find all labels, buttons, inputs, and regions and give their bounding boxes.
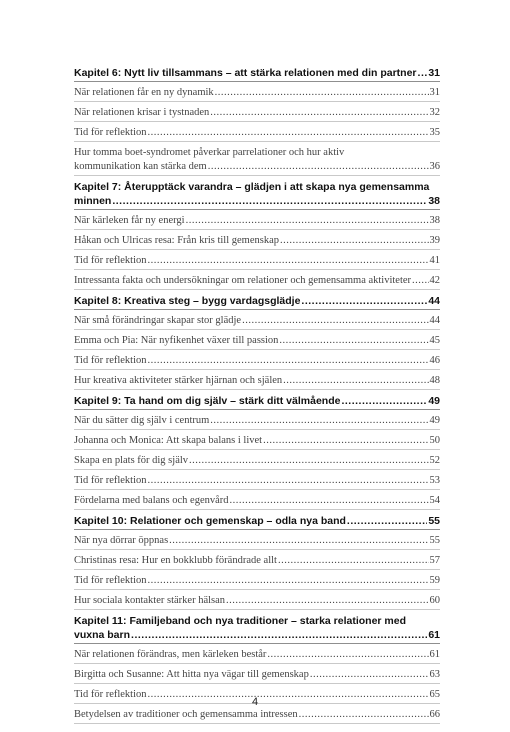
- toc-entry-title: vuxna barn: [74, 629, 131, 641]
- dot-leader: [131, 628, 427, 642]
- toc-section-entry[interactable]: [74, 142, 440, 176]
- toc-entry-title-line1: Kapitel 7: Återupptäck varandra – glädjen i att skapa nya gemensamma: [74, 181, 430, 193]
- toc-entry-page: 65: [429, 689, 440, 700]
- toc-entry-page: 53: [429, 475, 440, 486]
- toc-entry-page: 46: [429, 355, 440, 366]
- toc-entry-page: 61: [429, 649, 440, 660]
- toc-section-entry[interactable]: [74, 644, 440, 664]
- toc-entry-page: 31: [429, 87, 440, 98]
- toc-entry-title: Tid för reflektion: [74, 255, 147, 266]
- toc-section-entry[interactable]: [74, 550, 440, 570]
- toc-entry-title: När du sätter dig själv i centrum: [74, 415, 210, 426]
- dot-leader: [226, 594, 428, 608]
- toc-entry-title: Johanna och Monica: Att skapa balans i livet: [74, 435, 263, 446]
- toc-entry-title: Kapitel 10: Relationer och gemenskap – odla nya band: [74, 515, 346, 527]
- toc-entry-page: 49: [429, 415, 440, 426]
- toc-entry-page: 61: [428, 629, 440, 641]
- dot-leader: [263, 434, 428, 448]
- toc-entry-title: Tid för reflektion: [74, 575, 147, 586]
- toc-entry-page: 59: [429, 575, 440, 586]
- dot-leader: [279, 334, 428, 348]
- toc-entry-page: 38: [429, 215, 440, 226]
- toc-entry-title: När relationen krisar i tystnaden: [74, 107, 210, 118]
- toc-section-entry[interactable]: [74, 430, 440, 450]
- dot-leader: [412, 274, 428, 288]
- toc-section-entry[interactable]: [74, 490, 440, 510]
- dot-leader: [230, 494, 429, 508]
- toc-entry-title: Intressanta fakta och undersökningar om relationer och gemensamma aktiviteter: [74, 275, 412, 286]
- dot-leader: [148, 126, 429, 140]
- toc-section-entry[interactable]: [74, 210, 440, 230]
- toc-entry-title: Kapitel 6: Nytt liv tillsammans – att stärka relationen med din partner: [74, 67, 417, 79]
- toc-entry-page: 44: [429, 315, 440, 326]
- toc-section-entry[interactable]: [74, 310, 440, 330]
- toc-entry-title: Håkan och Ulricas resa: Från kris till gemenskap: [74, 235, 279, 246]
- toc-entry-page: 54: [429, 495, 440, 506]
- toc-section-entry[interactable]: [74, 230, 440, 250]
- dot-leader: [148, 354, 429, 368]
- dot-leader: [210, 106, 428, 120]
- toc-entry-title: Emma och Pia: När nyfikenhet växer till passion: [74, 335, 279, 346]
- toc-entry-title: När relationen får en ny dynamik: [74, 87, 214, 98]
- dot-leader: [169, 534, 428, 548]
- toc-section-entry[interactable]: [74, 122, 440, 142]
- toc-entry-page: 39: [429, 235, 440, 246]
- toc-entry-title: När kärleken får ny energi: [74, 215, 185, 226]
- toc-entry-page: 52: [429, 455, 440, 466]
- toc-entry-title-line1: Kapitel 11: Familjeband och nya traditioner – starka relationer med: [74, 615, 407, 627]
- toc-entry-page: 31: [428, 67, 440, 79]
- toc-section-entry[interactable]: [74, 530, 440, 550]
- toc-entry-page: 41: [429, 255, 440, 266]
- toc-entry-title: Kapitel 8: Kreativa steg – bygg vardagsglädje: [74, 295, 301, 307]
- toc-section-entry[interactable]: [74, 664, 440, 684]
- dot-leader: [210, 414, 428, 428]
- toc-entry-page: 35: [429, 127, 440, 138]
- dot-leader: [278, 554, 429, 568]
- table-of-contents: [74, 62, 440, 724]
- toc-chapter-entry[interactable]: [74, 290, 440, 310]
- toc-entry-page: 49: [428, 395, 440, 407]
- dot-leader: [242, 314, 428, 328]
- toc-entry-page: 38: [428, 195, 440, 207]
- toc-entry-page: 45: [429, 335, 440, 346]
- toc-section-entry[interactable]: [74, 590, 440, 610]
- toc-entry-title: Kapitel 9: Ta hand om dig själv – stärk ditt välmående: [74, 395, 341, 407]
- toc-section-entry[interactable]: [74, 570, 440, 590]
- dot-leader: [418, 66, 428, 80]
- toc-entry-page: 42: [429, 275, 440, 286]
- page-number: 4: [251, 696, 259, 708]
- toc-entry-title-line1: Hur tomma boet-syndromet påverkar parrelationer och hur aktiv: [74, 147, 345, 158]
- dot-leader: [347, 514, 427, 528]
- toc-section-entry[interactable]: [74, 250, 440, 270]
- toc-entry-page: 63: [429, 669, 440, 680]
- dot-leader: [283, 374, 428, 388]
- dot-leader: [148, 254, 429, 268]
- toc-entry-page: 36: [429, 161, 440, 172]
- toc-entry-title: Skapa en plats för dig själv: [74, 455, 189, 466]
- dot-leader: [301, 294, 427, 308]
- dot-leader: [112, 194, 427, 208]
- toc-section-entry[interactable]: [74, 350, 440, 370]
- toc-section-entry[interactable]: [74, 370, 440, 390]
- toc-entry-title: Hur sociala kontakter stärker hälsan: [74, 595, 226, 606]
- toc-entry-page: 55: [429, 535, 440, 546]
- dot-leader: [208, 160, 429, 174]
- dot-leader: [186, 214, 429, 228]
- toc-section-entry[interactable]: [74, 410, 440, 430]
- toc-entry-title: Hur kreativa aktiviteter stärker hjärnan och själen: [74, 375, 283, 386]
- toc-entry-title: Christinas resa: Hur en bokklubb förändrade allt: [74, 555, 277, 566]
- toc-section-entry[interactable]: [74, 470, 440, 490]
- toc-section-entry[interactable]: [74, 82, 440, 102]
- dot-leader: [148, 474, 429, 488]
- toc-entry-title: Betydelsen av traditioner och gemensamma intressen: [74, 709, 298, 720]
- toc-entry-title: Birgitta och Susanne: Att hitta nya vägar till gemenskap: [74, 669, 309, 680]
- toc-chapter-entry[interactable]: [74, 610, 440, 644]
- dot-leader: [267, 648, 428, 662]
- toc-entry-title: Fördelarna med balans och egenvård: [74, 495, 229, 506]
- toc-entry-page: 44: [428, 295, 440, 307]
- toc-entry-page: 48: [429, 375, 440, 386]
- dot-leader: [189, 454, 428, 468]
- dot-leader: [341, 394, 427, 408]
- toc-entry-page: 32: [429, 107, 440, 118]
- toc-entry-title: minnen: [74, 195, 112, 207]
- toc-section-entry[interactable]: [74, 450, 440, 470]
- toc-entry-title: Tid för reflektion: [74, 689, 147, 700]
- dot-leader: [280, 234, 429, 248]
- dot-leader: [215, 86, 429, 100]
- dot-leader: [148, 574, 429, 588]
- toc-entry-page: 50: [429, 435, 440, 446]
- toc-section-entry[interactable]: [74, 270, 440, 290]
- toc-entry-page: 60: [429, 595, 440, 606]
- toc-entry-title: kommunikation kan stärka dem: [74, 161, 207, 172]
- dot-leader: [299, 708, 429, 722]
- toc-chapter-entry[interactable]: [74, 390, 440, 410]
- toc-entry-title: När nya dörrar öppnas: [74, 535, 169, 546]
- toc-entry-page: 55: [428, 515, 440, 527]
- toc-section-entry[interactable]: [74, 330, 440, 350]
- toc-chapter-entry[interactable]: [74, 510, 440, 530]
- toc-entry-title: Tid för reflektion: [74, 475, 147, 486]
- toc-chapter-entry[interactable]: [74, 176, 440, 210]
- toc-section-entry[interactable]: [74, 102, 440, 122]
- toc-entry-page: 57: [429, 555, 440, 566]
- toc-entry-title: Tid för reflektion: [74, 355, 147, 366]
- toc-entry-title: När relationen förändras, men kärleken består: [74, 649, 267, 660]
- toc-entry-page: 66: [429, 709, 440, 720]
- dot-leader: [310, 668, 429, 682]
- toc-chapter-entry[interactable]: [74, 62, 440, 82]
- toc-entry-title: Tid för reflektion: [74, 127, 147, 138]
- toc-entry-title: När små förändringar skapar stor glädje: [74, 315, 242, 326]
